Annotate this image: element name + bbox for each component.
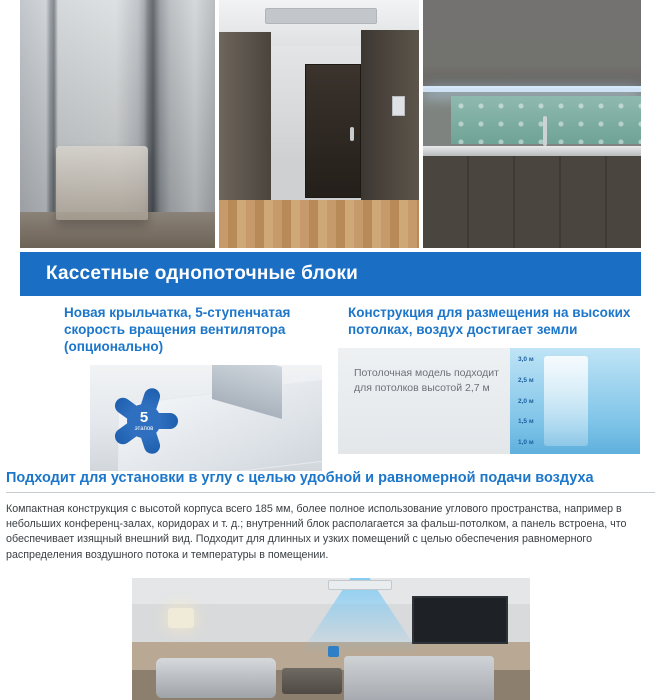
section-title-bar [20, 252, 641, 296]
living-room-image [20, 0, 215, 248]
airflow-room-illustration [510, 348, 640, 454]
page-title: Кассетные однопоточные блоки [46, 263, 359, 284]
divider [6, 492, 655, 493]
wood-floor [219, 200, 419, 248]
callout-marker [328, 646, 339, 657]
ceiling-diagram-caption: Потолочная модель подходит для потолков высотой 2,7 м [354, 367, 499, 394]
photo-kitchen-with-green-backsplash [423, 0, 641, 248]
fan-impeller-diagram [90, 365, 322, 471]
subsection-heading-text: Подходит для установки в углу с целью удобной и равномерной подачи воздуха [6, 470, 594, 486]
feature-heading-ceiling: Конструкция для размещения на высоких потолках, воздух достигает земли [348, 305, 631, 337]
body-paragraph: Компактная конструкция с высотой корпуса всего 185 мм, более полное использование углового пространства, например в небольших конференц-залах, коридорах и т. д.; внутренний блок располагается за фальш-потолком, а панель встроена, что обеспечивает изящный внешний вид. Подходит для длинных и узких помещений с целью обеспечения равномерного распределения воздушного потока и температуры в помещении. [6, 503, 627, 561]
scale-label-1: 1,0 м [518, 439, 534, 446]
table-shape [282, 668, 342, 694]
sofa-shape [156, 658, 276, 698]
bed-shape [344, 656, 494, 700]
fan-speed-label: этапов [134, 426, 154, 432]
hero-image-strip [20, 0, 641, 248]
subsection-heading [6, 470, 655, 493]
ceiling-diffuser-icon [328, 580, 392, 590]
scale-label-3: 3,0 м [518, 356, 534, 363]
photo-corridor-with-dark-door [219, 0, 419, 248]
feature-column-ceiling [338, 304, 640, 471]
feature-column-fan [20, 304, 322, 471]
right-wall [361, 30, 419, 208]
feature-columns [20, 304, 641, 471]
fan-speed-number: 5 [139, 409, 149, 426]
scale-label-15: 1,5 м [518, 418, 534, 426]
photo-living-room-glass-partition [20, 0, 215, 248]
hotel-room-airflow-photo [132, 578, 530, 700]
ceiling-height-airflow-diagram [338, 348, 640, 454]
tv-shape [412, 596, 508, 644]
corridor-image [219, 0, 419, 248]
dark-door [305, 64, 361, 198]
feature-heading-fan: Новая крыльчатка, 5-ступенчатая скорость вращения вентилятора (опционально) [64, 305, 291, 354]
ceiling-vent-icon [265, 8, 377, 24]
faucet-icon [543, 116, 547, 146]
air-column-shape [544, 356, 588, 446]
fan-impeller-icon [102, 379, 186, 463]
floor-band [20, 212, 215, 248]
kitchen-image [423, 0, 641, 248]
height-scale [518, 356, 548, 446]
fan-speed-badge [127, 404, 161, 438]
wall-panel [392, 96, 405, 116]
lower-cabinets [423, 156, 641, 248]
left-wall [219, 32, 271, 204]
scale-label-2: 2,0 м [518, 397, 534, 405]
scale-label-25: 2,5 м [518, 376, 534, 384]
countertop [423, 146, 641, 156]
lamp-shape [168, 608, 194, 628]
upper-cabinets [423, 0, 641, 92]
